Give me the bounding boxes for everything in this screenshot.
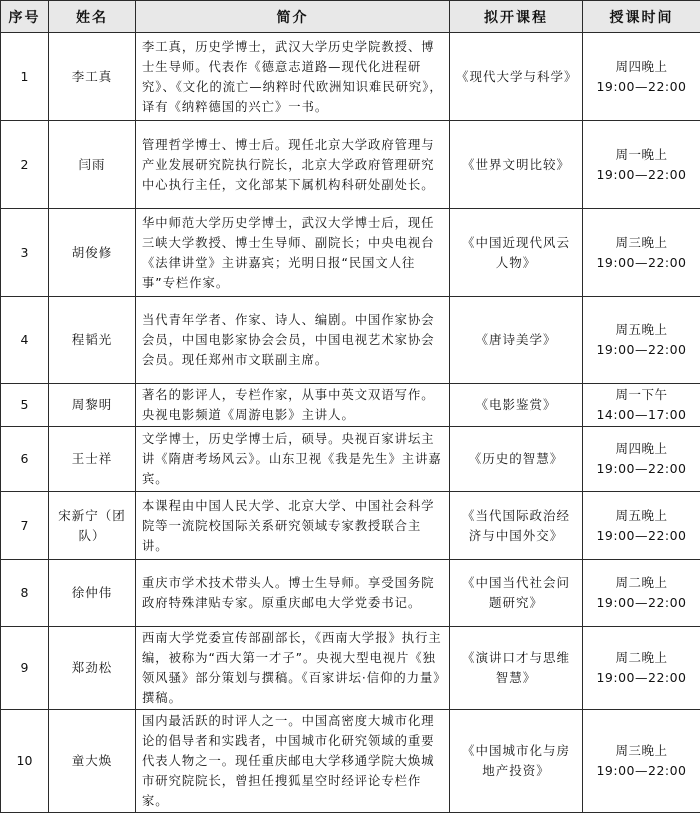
course-title: [450, 121, 583, 209]
class-day: 周二晚上: [615, 650, 668, 665]
course-title: [450, 297, 583, 384]
class-hours: 19:00—22:00: [596, 254, 687, 270]
class-time: [583, 560, 700, 627]
class-hours: 19:00—22:00: [596, 595, 687, 610]
class-day: 周四晚上: [615, 58, 668, 74]
course-title-text: 《现代大学与科学》: [456, 68, 578, 84]
table-row: [1, 492, 700, 560]
row-number: [1, 710, 49, 813]
instructor-intro: [136, 209, 450, 297]
instructor-name: [49, 560, 136, 627]
instructor-intro: [136, 121, 450, 209]
class-day: 周四晚上: [615, 441, 668, 456]
course-title-text: 《当代国际政治经济与中国外交》: [461, 507, 570, 543]
course-title-text: 《电影鉴赏》: [475, 397, 557, 412]
class-time: [583, 627, 700, 710]
class-hours: 19:00—22:00: [596, 670, 687, 685]
instructor-name: [49, 710, 136, 813]
instructor-intro-text: 华中师范大学历史学博士，武汉大学博士后，现任三峡大学教授、博士生导师、副院长；中央电视台《法律讲堂》主讲嘉宾；光明日报“民国文人往事”专栏作家。: [142, 215, 435, 290]
instructor-name-text: 闫雨: [78, 156, 106, 172]
course-title: [450, 33, 583, 121]
instructor-intro-text: 管理哲学博士、博士后。现任北京大学政府管理与产业发展研究院执行院长，北京大学政府管理研究中心执行主任，文化部某下属机构科研处副处长。: [142, 137, 435, 192]
instructor-intro-text: 西南大学党委宣传部副部长，《西南大学报》执行主编，被称为“西大第一才子”。央视大型电视片《独领风骚》部分策划与撰稿。《百家讲坛·信仰的力量》撰稿。: [142, 631, 442, 705]
table-row: [1, 560, 700, 627]
header-row: [1, 1, 700, 33]
row-number: [1, 297, 49, 384]
header-intro: 简介: [136, 1, 450, 33]
instructor-intro: [136, 384, 450, 427]
instructor-name: [49, 121, 136, 209]
class-hours: 14:00—17:00: [596, 407, 687, 422]
instructor-name-text: 胡俊修: [71, 244, 113, 260]
course-title-text: 《唐诗美学》: [475, 332, 557, 347]
row-number: [1, 492, 49, 560]
class-hours: 19:00—22:00: [596, 461, 687, 476]
instructor-intro-text: 著名的影评人，专栏作家，从事中英文双语写作。央视电影频道《周游电影》主讲人。: [142, 388, 435, 422]
course-title-text: 《中国近现代风云人物》: [461, 234, 570, 270]
class-day: 周二晚上: [615, 575, 668, 590]
instructor-intro: [136, 33, 450, 121]
class-day: 周一晚上: [615, 146, 668, 162]
instructor-intro-text: 当代青年学者、作家、诗人、编剧。中国作家协会会员，中国电影家协会会员，中国电视艺术家协会会员。现任郑州市文联副主席。: [142, 313, 435, 367]
instructor-name: [49, 492, 136, 560]
instructor-name-text: 周黎明: [71, 397, 113, 412]
table-row: [1, 710, 700, 813]
class-hours: 19:00—22:00: [596, 763, 687, 778]
row-number-text: 1: [20, 68, 29, 84]
class-time: [583, 121, 700, 209]
class-day: 周三晚上: [615, 743, 668, 758]
row-number-text: 4: [20, 332, 29, 347]
instructor-name-text: 郑劲松: [71, 660, 113, 675]
row-number-text: 2: [20, 156, 29, 172]
instructor-name-text: 王士祥: [71, 451, 113, 466]
row-number: [1, 427, 49, 492]
class-hours: 19:00—22:00: [596, 527, 687, 543]
instructor-intro-text: 重庆市学术技术带头人。博士生导师。享受国务院政府特殊津贴专家。原重庆邮电大学党委书记。: [142, 576, 435, 610]
instructor-name: [49, 33, 136, 121]
table-row: [1, 33, 700, 121]
instructor-name-text: 童大焕: [71, 753, 113, 768]
class-hours: 19:00—22:00: [596, 342, 687, 357]
class-time: [583, 384, 700, 427]
table-row: [1, 209, 700, 297]
header-course: 拟开课程: [450, 1, 583, 33]
table-row: [1, 627, 700, 710]
row-number-text: 8: [20, 585, 29, 600]
instructor-intro-text: 李工真，历史学博士，武汉大学历史学院教授、博士生导师。代表作《德意志道路—现代化进程研究》、《文化的流亡—纳粹时代欧洲知识难民研究》，译有《纳粹德国的兴亡》一书。: [142, 39, 443, 114]
class-time: [583, 33, 700, 121]
course-title: [450, 710, 583, 813]
instructor-intro-text: 文学博士，历史学博士后，硕导。央视百家讲坛主讲《隋唐考场风云》。山东卫视《我是先生》主讲嘉宾。: [142, 432, 442, 486]
instructor-name-text: 徐仲伟: [71, 585, 113, 600]
course-title: [450, 384, 583, 427]
class-time: [583, 427, 700, 492]
row-number-text: 10: [16, 753, 33, 768]
row-number-text: 5: [20, 397, 29, 412]
header-number: 序号: [1, 1, 49, 33]
row-number-text: 7: [20, 517, 29, 533]
instructor-name-text: 李工真: [71, 68, 113, 84]
course-title-text: 《演讲口才与思维智慧》: [461, 650, 570, 685]
course-title-text: 《中国当代社会问题研究》: [461, 575, 570, 610]
class-day: 周一下午: [615, 387, 668, 402]
row-number: [1, 33, 49, 121]
instructor-intro: [136, 627, 450, 710]
row-number-text: 3: [20, 244, 29, 260]
instructor-name-text: 宋新宁（团队）: [58, 507, 126, 543]
instructor-name: [49, 627, 136, 710]
class-hours: 19:00—22:00: [596, 166, 687, 182]
row-number-text: 6: [20, 451, 29, 466]
instructor-name: [49, 209, 136, 297]
instructor-intro: [136, 710, 450, 813]
class-day: 周三晚上: [615, 234, 668, 250]
table-row: [1, 121, 700, 209]
row-number: [1, 121, 49, 209]
instructor-name: [49, 384, 136, 427]
course-title: [450, 427, 583, 492]
class-hours: 19:00—22:00: [596, 78, 687, 94]
instructor-name: [49, 427, 136, 492]
row-number: [1, 627, 49, 710]
class-day: 周五晚上: [615, 507, 668, 523]
table-row: [1, 427, 700, 492]
header-name: 姓名: [49, 1, 136, 33]
course-title: [450, 492, 583, 560]
class-time: [583, 297, 700, 384]
class-time: [583, 209, 700, 297]
course-title-text: 《历史的智慧》: [468, 451, 564, 466]
instructor-intro-text: 本课程由中国人民大学、北京大学、中国社会科学院等一流院校国际关系研究领域专家教授联合主讲。: [142, 498, 435, 553]
table-row: [1, 384, 700, 427]
row-number: [1, 209, 49, 297]
header-time: 授课时间: [583, 1, 700, 33]
class-day: 周五晚上: [615, 322, 668, 337]
course-title-text: 《中国城市化与房地产投资》: [461, 743, 570, 778]
instructor-intro: [136, 297, 450, 384]
course-title-text: 《世界文明比较》: [461, 156, 570, 172]
instructor-intro: [136, 560, 450, 627]
row-number: [1, 384, 49, 427]
course-title: [450, 560, 583, 627]
instructor-name-text: 程韬光: [71, 332, 113, 347]
table-row: [1, 297, 700, 384]
instructor-intro: [136, 492, 450, 560]
instructor-name: [49, 297, 136, 384]
class-time: [583, 492, 700, 560]
course-title: [450, 209, 583, 297]
row-number-text: 9: [20, 660, 29, 675]
course-title: [450, 627, 583, 710]
class-time: [583, 710, 700, 813]
instructor-intro: [136, 427, 450, 492]
instructor-intro-text: 国内最活跃的时评人之一。中国高密度大城市化理论的倡导者和实践者，中国城市化研究领域的重要代表人物之一。现任重庆邮电大学移通学院大焕城市研究院院长，曾担任搜狐星空时经评论专栏作家。: [142, 714, 435, 808]
row-number: [1, 560, 49, 627]
